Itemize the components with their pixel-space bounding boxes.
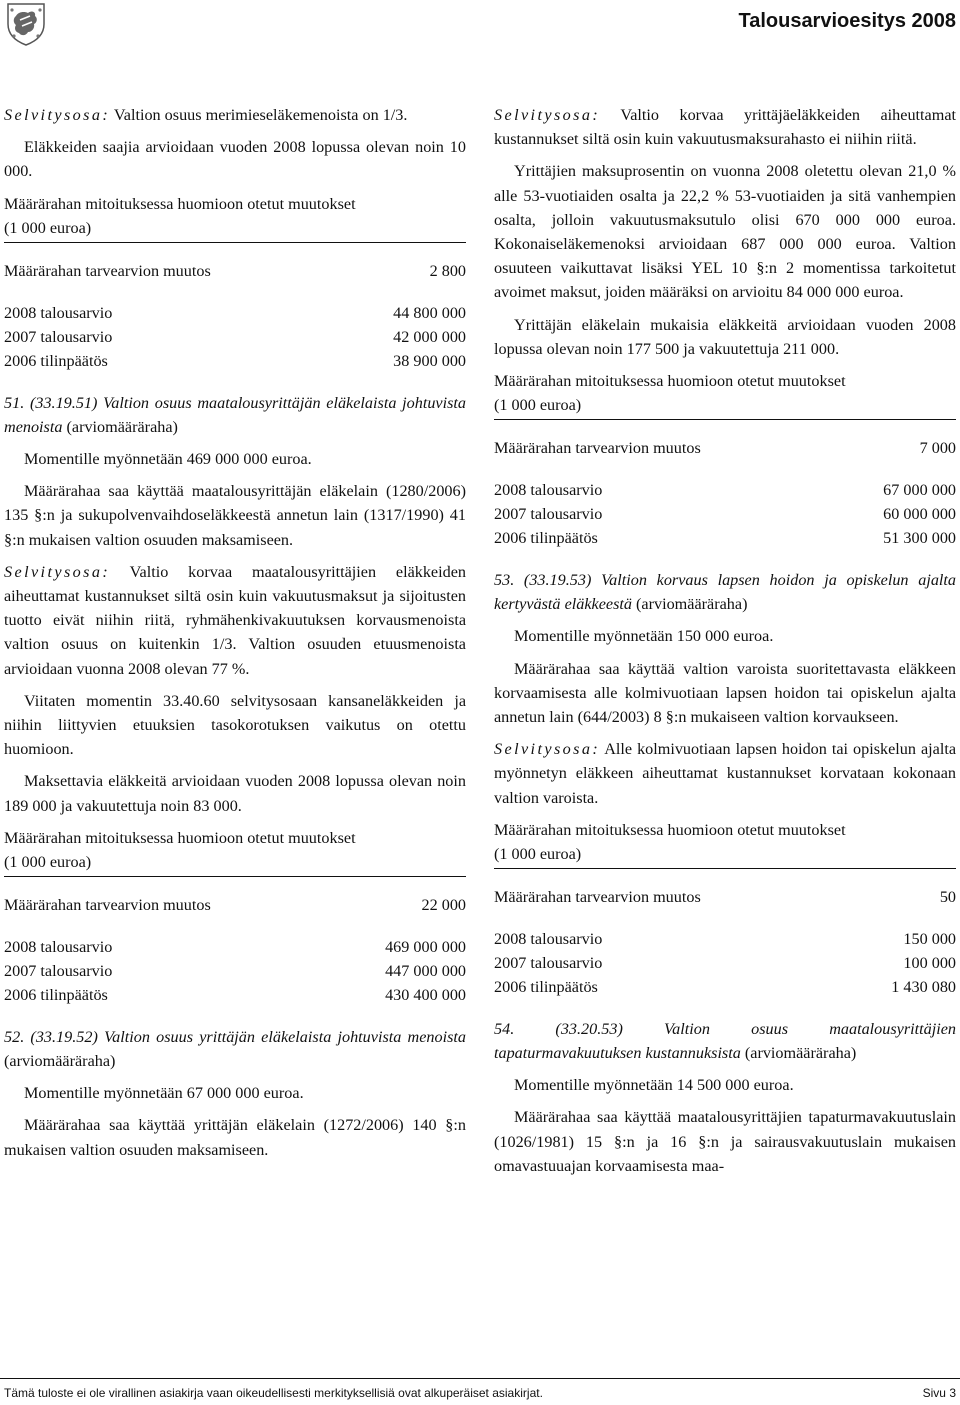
table-heading: Määrärahan mitoituksessa huomioon otetut muutokset — [494, 820, 846, 839]
text-paragraph: Maksettavia eläkkeitä arvioidaan vuoden 2008 lopussa olevan noin 189 000 ja vakuutettuja noin 83 000. — [4, 772, 466, 815]
table-row: 2008 talousarvio 150 000 — [494, 929, 956, 948]
disclaimer-text: Tämä tuloste ei ole virallinen asiakirja vaan oikeudellisesti merkityksellisiä ovat alkuperäiset asiakirjat. — [4, 1386, 543, 1400]
appropriation-table — [494, 369, 956, 550]
text-paragraph: Yrittäjien maksuprosentin on vuonna 2008 oletettu olevan 21,0 % alle 53-vuotiaiden osalta ja 22,2 % 53-vuotiaiden ja sitä vanhempien osalta, jolloin vakuutusmaksutulo olisi 670 000 000 euroa. Kokonaiseläkemenoksi arvioidaan 687 000 000 euroa. Valtion osuuteen vaikuttavat lisäksi YEL 10 §:n 2 momentissa tarkoitetut avoimet maksut, joiden määräksi on arvioitu 84 000 000 euroa. — [494, 162, 956, 302]
explanation-paragraph: Selvitysosa: Valtio korvaa maatalousyrittäjien eläkkeiden aiheuttamat kustannukset siltä osin kuin vakuutusmaksut ja sijoitusten tuotto eivät niihin riitä, ryhmähenkivakuutuksen korvausmenoista valtion osuus on kuitenkin 1/3. Valtion osuuden etuusmenoista arvioidaan vuonna 2008 olevan 77 %. — [4, 562, 466, 678]
table-row: 2006 tilinpäätös 51 300 000 — [494, 529, 956, 548]
appropriation-table — [4, 826, 466, 1007]
table-row: Määrärahan tarvearvion muutos 50 — [494, 887, 956, 906]
appropriation-table — [4, 192, 466, 373]
explanation-paragraph: Selvitysosa: Valtio korvaa yrittäjäeläkkeiden aiheuttamat kustannukset siltä osin kuin vakuutusmaksurahasto ei niihin riitä. — [494, 106, 956, 149]
appropriation-statement: Momentille myönnetään 150 000 euroa. — [514, 627, 774, 646]
appropriation-statement: Momentille myönnetään 469 000 000 euroa. — [24, 450, 312, 469]
table-row: 2006 tilinpäätös 430 400 000 — [4, 985, 466, 1004]
section-title: 51. (33.19.51) Valtion osuus maatalousyrittäjän eläkelaista johtuvista menoista (arviomääräraha) — [4, 393, 466, 436]
table-row: 2008 talousarvio 67 000 000 — [494, 481, 956, 500]
page-number: Sivu 3 — [922, 1386, 956, 1400]
text-paragraph: Määrärahaa saa käyttää yrittäjän eläkelain (1272/2006) 140 §:n mukaisen valtion osuuden maksamiseen. — [4, 1116, 466, 1159]
appropriation-statement: Momentille myönnetään 14 500 000 euroa. — [514, 1076, 794, 1095]
text-paragraph: Määrärahaa saa käyttää valtion varoista suoritettavasta eläkkeen korvaamisesta alle kolmivuotiaan lapsen hoidon tai opiskelun ajalta annetun lain (644/2003) 8 §:n mukaiseen valtion korvaukseen. — [494, 659, 956, 727]
finnish-lion-crest-icon — [4, 2, 48, 46]
table-row: 2006 tilinpäätös 38 900 000 — [4, 351, 466, 370]
explanation-paragraph: Selvitysosa: Valtion osuus merimieseläkemenoista on 1/3. — [4, 106, 408, 124]
section-title: 53. (33.19.53) Valtion korvaus lapsen hoidon ja opiskelun ajalta kertyvästä eläkkeestä (arviomääräraha) — [494, 571, 956, 614]
table-row: 2007 talousarvio 60 000 000 — [494, 505, 956, 524]
right-column — [494, 103, 956, 1186]
document-title: Talousarvioesitys 2008 — [738, 10, 956, 32]
explanation-paragraph: Selvitysosa: Alle kolmivuotiaan lapsen hoidon tai opiskelun ajalta myönnetyn eläkkeen aiheuttamat kustannukset korvataan kokonaan valtion varoista. — [494, 740, 956, 807]
table-heading: Määrärahan mitoituksessa huomioon otetut muutokset — [494, 372, 846, 391]
page-footer — [0, 1378, 960, 1400]
text-paragraph: Viitaten momentin 33.40.60 selvitysosaan kansaneläkkeiden ja niihin liittyvien etuuksien tasokorotuksen vaikutus on otettu huomioon. — [4, 691, 466, 759]
text-paragraph: Määrärahaa saa käyttää maatalousyrittäjän eläkelain (1280/2006) 135 §:n ja sukupolvenvaihdoseläkkeestä annetun lain (1317/1990) 41 §:n mukaisen valtion osuuden maksamiseen. — [4, 482, 466, 549]
section-title: 52. (33.19.52) Valtion osuus yrittäjän eläkelaista johtuvista menoista (arviomääräraha) — [4, 1027, 466, 1071]
table-row: Määrärahan tarvearvion muutos 2 800 — [4, 261, 466, 280]
text-paragraph: Määrärahaa saa käyttää maatalousyrittäjien tapaturmavakuutuslain (1026/1981) 15 §:n ja 16 §:n ja sairausvakuutuslain mukaisen omavastuuajan korvaamisesta maa- — [494, 1108, 956, 1175]
page-header — [0, 0, 960, 50]
table-row: 2008 talousarvio 469 000 000 — [4, 937, 466, 956]
table-row: 2008 talousarvio 44 800 000 — [4, 303, 466, 322]
table-unit: (1 000 euroa) — [494, 844, 582, 863]
table-unit: (1 000 euroa) — [494, 396, 582, 415]
table-unit: (1 000 euroa) — [4, 218, 92, 237]
table-row: 2006 tilinpäätös 1 430 080 — [494, 977, 956, 996]
table-row: Määrärahan tarvearvion muutos 22 000 — [4, 895, 466, 914]
table-row: 2007 talousarvio 447 000 000 — [4, 961, 466, 980]
table-row: 2007 talousarvio 42 000 000 — [4, 327, 466, 346]
section-title: 54. (33.20.53) Valtion osuus maatalousyrittäjien tapaturmavakuutuksen kustannuksista (arviomääräraha) — [494, 1019, 956, 1063]
appropriation-statement: Momentille myönnetään 67 000 000 euroa. — [24, 1084, 304, 1103]
table-row: 2007 talousarvio 100 000 — [494, 953, 956, 972]
appropriation-table — [494, 818, 956, 999]
left-column — [4, 103, 466, 1170]
text-paragraph: Yrittäjän eläkelain mukaisia eläkkeitä arvioidaan vuoden 2008 lopussa olevan noin 177 500 ja vakuutettuja 211 000. — [494, 315, 956, 358]
table-row: Määrärahan tarvearvion muutos 7 000 — [494, 439, 956, 458]
table-heading: Määrärahan mitoituksessa huomioon otetut muutokset — [4, 828, 356, 847]
text-paragraph: Eläkkeiden saajia arvioidaan vuoden 2008 lopussa olevan noin 10 000. — [4, 138, 466, 181]
table-unit: (1 000 euroa) — [4, 852, 92, 871]
table-heading: Määrärahan mitoituksessa huomioon otetut muutokset — [4, 194, 356, 213]
